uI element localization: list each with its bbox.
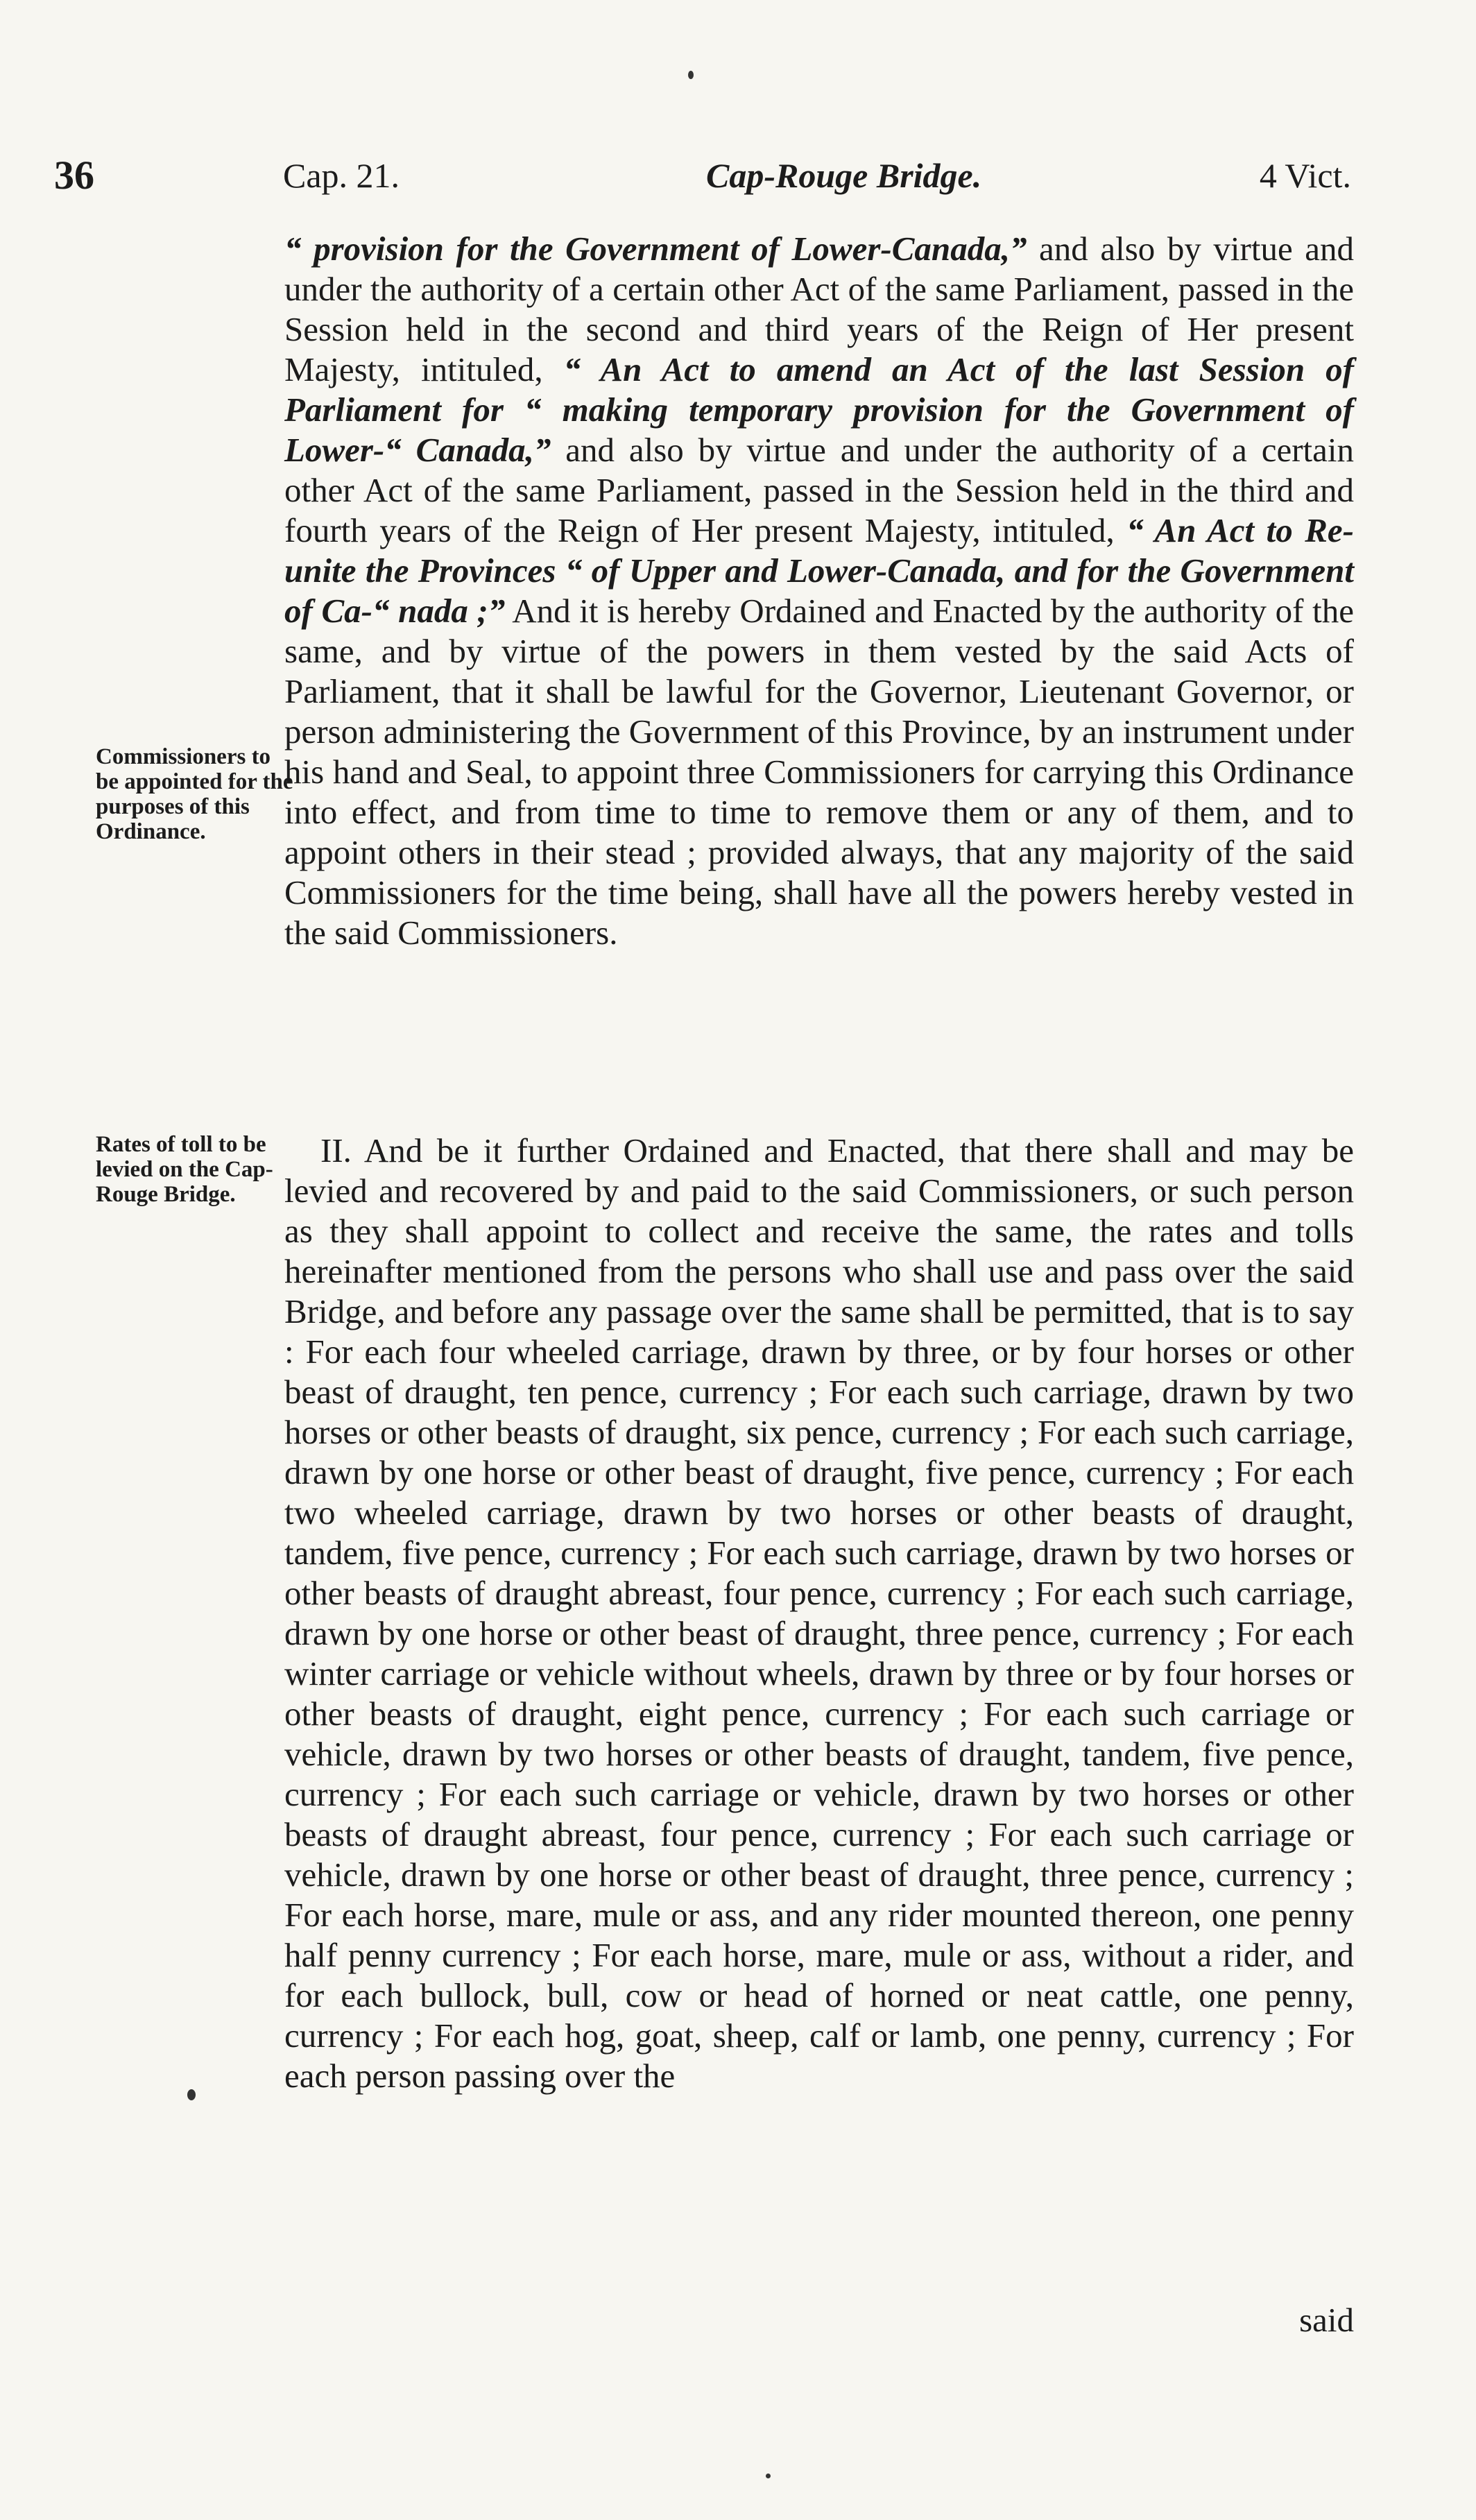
act-title: “ An Act to amend an Act of the last Session of Parliament for “ making temporary provision for the Government of Lower-“ Canada,” — [284, 350, 1354, 469]
body-text-span: and also by virtue and under the authority of a certain other Act of the same Parliament, passed in the Session held in the second and third years of the Reign of Her present Majesty, intituled, — [284, 230, 1355, 388]
body-text-span: and also by virtue and under the authority of a certain other Act of the same Parliament, passed in the Session held in the third and fourth years of the Reign of Her present Majesty, intituled, — [284, 431, 1354, 549]
act-title-fragment: “ provision for the Government of Lower-Canada,” — [284, 230, 1027, 268]
margin-note-rates-of-toll: Rates of toll to be levied on the Cap-Rouge Bridge. — [96, 1132, 273, 1207]
chapter-number: Cap. 21. — [283, 156, 400, 195]
page-number: 36 — [54, 153, 94, 198]
body-text-span: And it is hereby Ordained and Enacted by the authority of the same, and by virtue of the powers in them vested by the said Acts of Parliament, that it shall be lawful for the Governor, Lieutenant Governor, or person administering the Government of this Province, by an instrument under his hand and Seal, to appoint three Commissioners for carrying this Ordinance into effect, and from time to time to remove them or any of them, and to appoint others in their stead ; provided always, that any majority of the said Commissioners for the time being, shall have all the powers hereby vested in the said Commissioners. — [284, 592, 1354, 952]
catchword: said — [1299, 2301, 1354, 2339]
running-header — [54, 151, 1351, 200]
ink-speck — [766, 2474, 771, 2478]
act-title: “ An Act to Re-unite the Provinces “ of Upper and Lower-Canada, and for the Government of Ca-“ nada ;” — [284, 511, 1354, 630]
margin-note-commissioners: Commissioners to be appointed for the purposes of this Ordinance. — [96, 744, 293, 844]
section-two-paragraph: II. And be it further Ordained and Enacted, that there shall and may be levied and recovered by and paid to the said Commissioners, or such person as they shall appoint to collect and receive the same, the rates and tolls hereinafter mentioned from the persons who shall use and pass over the said Bridge, and before any passage over the same shall be permitted, that is to say : For each four wheeled carriage, drawn by three, or by four horses or other beast of draught, ten pence, currency ; For each such carriage, drawn by two horses or other beasts of draught, six pence, currency ; For each such carriage, drawn by one horse or other beast of draught, five pence, currency ; For each two wheeled carriage, drawn by two horses or other beasts of draught, tandem, five pence, currency ; For each such carriage, drawn by two horses or other beasts of draught abreast, four pence, currency ; For each such carriage, drawn by one horse or other beast of draught, three pence, currency ; For each winter carriage or vehicle without wheels, drawn by three or by four horses or other beasts of draught, eight pence, currency ; For each such carriage or vehicle, drawn by two horses or other beasts of draught, tandem, five pence, currency ; For each such carriage or vehicle, drawn by two horses or other beasts of draught abreast, four pence, currency ; For each such carriage or vehicle, drawn by one horse or other beast of draught, three pence, currency ; For each horse, mare, mule or ass, and any rider mounted thereon, one penny half penny currency ; For each horse, mare, mule or ass, without a rider, and for each bullock, bull, cow or head of horned or neat cattle, one penny, currency ; For each hog, goat, sheep, calf or lamb, one penny, currency ; For each person passing over the — [284, 1131, 1354, 2095]
regnal-year: 4 Vict. — [1259, 156, 1351, 195]
paragraph-continuation — [284, 229, 1354, 953]
ink-speck — [187, 2089, 196, 2100]
ink-speck — [688, 71, 694, 79]
running-title: Cap-Rouge Bridge. — [706, 156, 982, 195]
